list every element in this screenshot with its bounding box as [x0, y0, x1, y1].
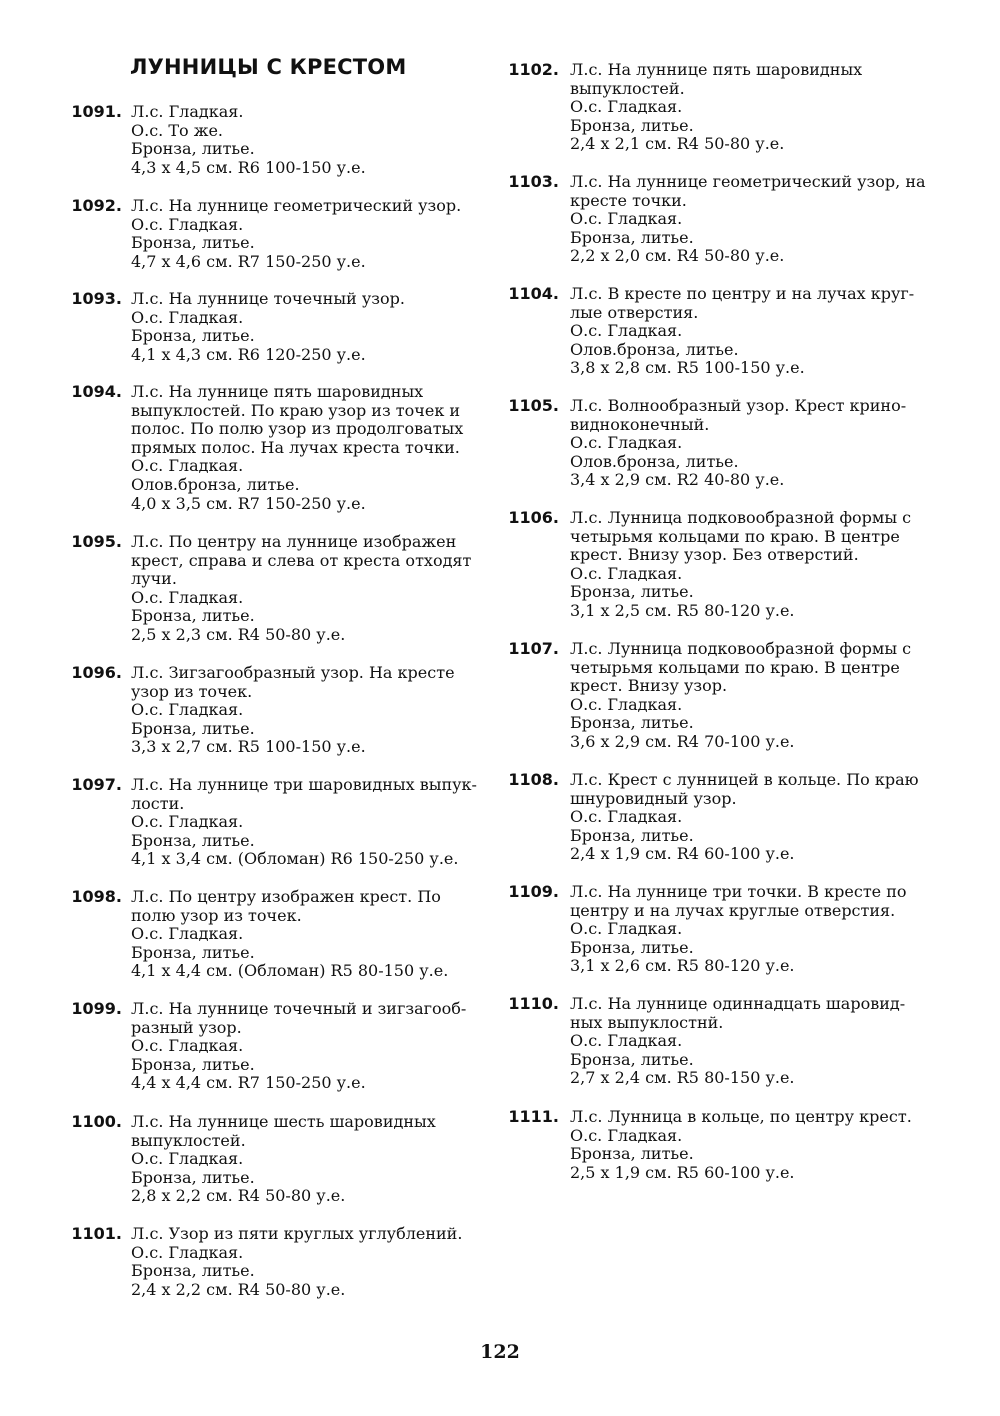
entry-number: 1107.: [508, 639, 559, 658]
entry-line: Л.с. На луннице точечный узор.: [131, 289, 405, 308]
entry-line: Л.с. На луннице геометрический узор, на: [570, 172, 926, 191]
entry-description: [570, 640, 911, 752]
entry-description: [131, 1113, 436, 1206]
entry-line: 4,1 х 4,4 см. (Обломан) R5 80-150 у.е.: [131, 961, 449, 981]
entry-line: 2,8 х 2,2 см. R4 50-80 у.е.: [131, 1186, 346, 1206]
entry-line: Бронза, литье.: [570, 1144, 694, 1164]
entry-line: ных выпуклостнй.: [570, 1012, 724, 1032]
entry-line: Олов.бронза, литье.: [131, 474, 300, 494]
entry-number: 1105.: [508, 396, 559, 415]
entry-number: 1103.: [508, 172, 559, 191]
entry-line: 2,2 х 2,0 см. R4 50-80 у.е.: [570, 246, 785, 266]
entry-line: кресте точки.: [570, 190, 687, 210]
entry-line: Л.с. Узор из пяти круглых углублений.: [131, 1224, 463, 1243]
entry-number: 1100.: [71, 1112, 122, 1131]
entry-line: О.с. Гладкая.: [131, 1242, 244, 1262]
entry-line: О.с. Гладкая.: [131, 1149, 244, 1169]
entry-number: 1098.: [71, 887, 122, 906]
entry-number: 1091.: [71, 102, 122, 121]
entry-line: О.с. Гладкая.: [131, 587, 244, 607]
entry-description: [570, 285, 914, 378]
entry-line: 2,5 х 1,9 см. R5 60-100 у.е.: [570, 1162, 795, 1182]
entry-line: 4,0 х 3,5 см. R7 150-250 у.е.: [131, 493, 366, 513]
entry-number: 1104.: [508, 284, 559, 303]
entry-line: О.с. Гладкая.: [131, 307, 244, 327]
entry-line: Бронза, литье.: [131, 942, 255, 962]
entry-line: Олов.бронза, литье.: [570, 339, 739, 359]
entry-line: О.с. Гладкая.: [131, 924, 244, 944]
entry-line: Бронза, литье.: [131, 718, 255, 738]
entry-line: 3,4 х 2,9 см. R2 40-80 у.е.: [570, 470, 785, 490]
entry-line: прямых полос. На лучах креста точки.: [131, 437, 460, 457]
entry-description: [131, 1000, 466, 1093]
entry-line: 2,7 х 2,4 см. R5 80-150 у.е.: [570, 1068, 795, 1088]
entry-line: Л.с. На луннице пять шаровидных: [131, 382, 424, 401]
entry-line: Л.с. Волнообразный узор. Крест крино-: [570, 396, 907, 415]
entry-line: 3,1 х 2,5 см. R5 80-120 у.е.: [570, 600, 795, 620]
entry-line: четырьмя кольцами по краю. В центре: [570, 526, 900, 546]
entry-description: [570, 509, 911, 621]
entry-line: Л.с. На луннице три шаровидных выпук-: [131, 775, 477, 794]
entry-line: Бронза, литье.: [131, 139, 255, 159]
entry-line: 3,1 х 2,6 см. R5 80-120 у.е.: [570, 956, 795, 976]
entry-number: 1099.: [71, 999, 122, 1018]
entry-line: Бронза, литье.: [131, 233, 255, 253]
entry-line: О.с. Гладкая.: [570, 97, 683, 117]
entry-line: Бронза, литье.: [131, 606, 255, 626]
entry-number: 1109.: [508, 882, 559, 901]
entry-line: 2,4 х 2,2 см. R4 50-80 у.е.: [131, 1279, 346, 1299]
entry-description: [131, 197, 461, 271]
entry-line: Бронза, литье.: [570, 1049, 694, 1069]
entry-line: крест. Внизу узор.: [570, 676, 728, 696]
entry-line: Л.с. Гладкая.: [131, 102, 244, 121]
entry-line: лые отверстия.: [570, 302, 699, 322]
entry-line: Л.с. В кресте по центру и на лучах круг-: [570, 284, 915, 303]
entry-description: [570, 397, 906, 490]
entry-number: 1095.: [71, 532, 122, 551]
entry-number: 1093.: [71, 289, 122, 308]
entry-line: выпуклостей.: [131, 1130, 246, 1150]
entry-line: Бронза, литье.: [570, 115, 694, 135]
entry-description: [570, 995, 905, 1088]
entry-description: [570, 61, 862, 154]
entry-line: Л.с. По центру изображен крест. По: [131, 887, 441, 906]
entry-line: О.с. Гладкая.: [570, 1031, 683, 1051]
entry-line: выпуклостей.: [570, 78, 685, 98]
entry-line: лости.: [131, 793, 185, 813]
entry-line: 3,3 х 2,7 см. R5 100-150 у.е.: [131, 737, 366, 757]
entry-line: 4,7 х 4,6 см. R7 150-250 у.е.: [131, 251, 366, 271]
entry-number: 1097.: [71, 775, 122, 794]
entry-line: крест, справа и слева от креста отходят: [131, 550, 472, 570]
entry-line: Бронза, литье.: [570, 582, 694, 602]
entry-line: Л.с. На луннице шесть шаровидных: [131, 1112, 436, 1131]
entry-number: 1108.: [508, 770, 559, 789]
entry-line: О.с. Гладкая.: [570, 919, 683, 939]
entry-line: полос. По полю узор из продолговатых: [131, 419, 464, 439]
entry-line: О.с. Гладкая.: [570, 563, 683, 583]
entry-line: 4,1 х 3,4 см. (Обломан) R6 150-250 у.е.: [131, 849, 459, 869]
entry-line: О.с. Гладкая.: [570, 694, 683, 714]
entry-description: [131, 533, 471, 645]
entry-line: О.с. Гладкая.: [131, 700, 244, 720]
entry-number: 1094.: [71, 382, 122, 401]
entry-line: шнуровидный узор.: [570, 788, 737, 808]
entry-line: 3,6 х 2,9 см. R4 70-100 у.е.: [570, 731, 795, 751]
entry-line: О.с. Гладкая.: [570, 807, 683, 827]
entry-number: 1092.: [71, 196, 122, 215]
entry-line: О.с. Гладкая.: [570, 209, 683, 229]
entry-line: Л.с. Лунница подковообразной формы с: [570, 508, 912, 527]
entry-line: видноконечный.: [570, 414, 710, 434]
entry-line: узор из точек.: [131, 681, 253, 701]
entry-line: полю узор из точек.: [131, 905, 302, 925]
entry-line: Л.с. Крест с лунницей в кольце. По краю: [570, 770, 919, 789]
entry-line: Бронза, литье.: [131, 326, 255, 346]
entry-line: крест. Внизу узор. Без отверстий.: [570, 545, 859, 565]
entry-line: Бронза, литье.: [131, 1261, 255, 1281]
entry-line: О.с. Гладкая.: [131, 456, 244, 476]
entry-description: [131, 1225, 462, 1299]
entry-line: О.с. То же.: [131, 120, 223, 140]
entry-description: [570, 771, 919, 864]
entry-line: четырьмя кольцами по краю. В центре: [570, 657, 900, 677]
entry-description: [131, 383, 463, 513]
entry-line: 4,4 х 4,4 см. R7 150-250 у.е.: [131, 1073, 366, 1093]
entry-line: О.с. Гладкая.: [131, 812, 244, 832]
entry-line: Л.с. Лунница подковообразной формы с: [570, 639, 912, 658]
entry-line: Л.с. По центру на луннице изображен: [131, 532, 457, 551]
entry-line: 2,4 х 1,9 см. R4 60-100 у.е.: [570, 844, 795, 864]
entry-description: [570, 173, 926, 266]
entry-description: [131, 103, 366, 177]
entry-line: О.с. Гладкая.: [570, 433, 683, 453]
entry-line: 4,1 х 4,3 см. R6 120-250 у.е.: [131, 344, 366, 364]
entry-line: 4,3 х 4,5 см. R6 100-150 у.е.: [131, 157, 366, 177]
entry-line: Л.с. Лунница в кольце, по центру крест.: [570, 1107, 912, 1126]
entry-number: 1101.: [71, 1224, 122, 1243]
entry-line: выпуклостей. По краю узор из точек и: [131, 400, 461, 420]
entry-line: Л.с. На луннице одиннадцать шаровид-: [570, 994, 906, 1013]
entry-line: Бронза, литье.: [570, 937, 694, 957]
entry-description: [131, 664, 455, 757]
entry-line: центру и на лучах круглые отверстия.: [570, 900, 896, 920]
entry-description: [131, 776, 477, 869]
entry-line: Бронза, литье.: [131, 830, 255, 850]
entry-line: Л.с. На луннице три точки. В кресте по: [570, 882, 907, 901]
entry-description: [131, 290, 405, 364]
entry-line: Бронза, литье.: [131, 1054, 255, 1074]
entry-line: Олов.бронза, литье.: [570, 451, 739, 471]
entry-line: разный узор.: [131, 1017, 242, 1037]
entry-number: 1110.: [508, 994, 559, 1013]
entry-line: 3,8 х 2,8 см. R5 100-150 у.е.: [570, 358, 805, 378]
entry-line: 2,4 х 2,1 см. R4 50-80 у.е.: [570, 134, 785, 154]
page-number: 122: [480, 1341, 520, 1363]
entry-line: Л.с. На луннице пять шаровидных: [570, 60, 863, 79]
entry-line: Л.с. На луннице точечный и зигзагооб-: [131, 999, 467, 1018]
entry-number: 1102.: [508, 60, 559, 79]
entry-line: Л.с. На луннице геометрический узор.: [131, 196, 462, 215]
section-title: ЛУННИЦЫ С КРЕСТОМ: [130, 55, 407, 79]
entry-description: [570, 883, 907, 976]
entry-line: О.с. Гладкая.: [131, 1036, 244, 1056]
entry-line: 2,5 х 2,3 см. R4 50-80 у.е.: [131, 624, 346, 644]
entry-number: 1111.: [508, 1107, 559, 1126]
entry-line: Бронза, литье.: [570, 825, 694, 845]
entry-number: 1096.: [71, 663, 122, 682]
entry-description: [570, 1108, 912, 1182]
entry-line: Бронза, литье.: [570, 227, 694, 247]
entry-line: О.с. Гладкая.: [570, 321, 683, 341]
entry-line: лучи.: [131, 569, 177, 589]
entry-description: [131, 888, 448, 981]
entry-number: 1106.: [508, 508, 559, 527]
entry-line: Бронза, литье.: [131, 1167, 255, 1187]
entry-line: Л.с. Зигзагообразный узор. На кресте: [131, 663, 455, 682]
entry-line: О.с. Гладкая.: [131, 214, 244, 234]
entry-line: Бронза, литье.: [570, 713, 694, 733]
entry-line: О.с. Гладкая.: [570, 1125, 683, 1145]
